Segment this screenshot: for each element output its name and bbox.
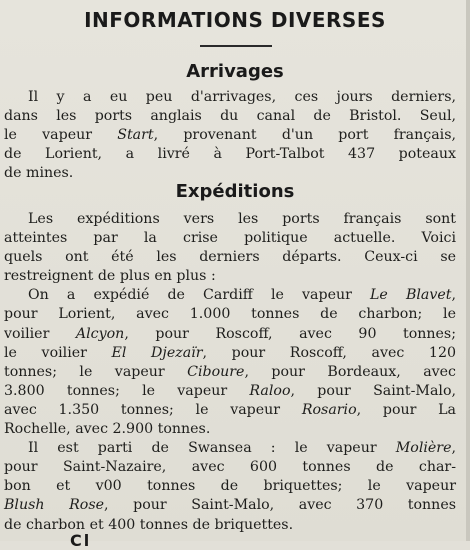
cut-off-next-heading <box>0 531 470 550</box>
text-line: quels ont été les derniers départs. Ceux-ci se <box>4 249 456 266</box>
headline: INFORMATIONS DIVERSES <box>84 8 386 32</box>
ship-name: Molière <box>395 440 452 457</box>
text-line: tonnes; le vapeur Ciboure, pour Bordeaux, avec <box>4 363 457 380</box>
ship-name: El Djezaïr <box>111 344 203 361</box>
text-line: Rochelle, avec 2.900 tonnes. <box>4 421 211 438</box>
text-line: Il est parti de Swansea : le vapeur Molière, <box>28 440 456 457</box>
text-line: le voilier El Djezaïr, pour Roscoff, avec 120 <box>4 344 457 361</box>
text-line: Les expéditions vers les ports français sont <box>28 211 456 227</box>
text-line: de charbon et 400 tonnes de briquettes. <box>4 516 294 533</box>
text-line: On a expédié de Cardiff le vapeur Le Blavet, <box>28 287 456 304</box>
ship-name: Alcyon <box>75 325 125 342</box>
text-line: avec 1.350 tonnes; le vapeur Rosario, pour La <box>4 401 457 418</box>
text-line: pour Saint-Nazaire, avec 600 tonnes de char- <box>4 459 456 476</box>
ship-name: Blush Rose <box>4 497 105 514</box>
section-body-expeditions <box>4 210 456 535</box>
text-line: Il y a eu peu d'arrivages, ces jours derniers, <box>28 89 456 105</box>
text-line: 3.800 tonnes; le vapeur Raloo, pour Saint-Malo, <box>4 382 456 399</box>
section-body-arrivages <box>4 88 456 183</box>
text-line: restreignent de plus en plus : <box>4 268 216 285</box>
ship-name: Ciboure <box>187 363 245 380</box>
ship-name: Le Blavet <box>370 287 452 304</box>
text-line: voilier Alcyon, pour Roscoff, avec 90 tonnes; <box>4 325 456 342</box>
ship-name: Raloo <box>249 382 291 399</box>
text-line: dans les ports anglais du canal de Bristol. Seul, <box>4 108 456 125</box>
text-line: atteintes par la crise politique actuelle. Voici <box>4 230 456 247</box>
ship-name: Start <box>117 127 154 144</box>
section-title-expeditions: Expéditions <box>175 181 295 202</box>
section-title-arrivages: Arrivages <box>186 61 284 82</box>
page-edge <box>466 0 470 541</box>
text-line: de mines. <box>4 165 74 182</box>
headline-rule <box>200 45 272 47</box>
text-line: Blush Rose, pour Saint-Malo, avec 370 tonnes <box>4 497 456 514</box>
text-line: pour Lorient, avec 1.000 tonnes de charbon; le <box>4 306 456 323</box>
text-line: le vapeur Start, provenant d'un port français, <box>4 127 456 144</box>
cut-off-text: Cl <box>70 531 92 550</box>
text-line: bon et v00 tonnes de briquettes; le vapeur <box>4 478 456 495</box>
ship-name: Rosario <box>301 401 357 418</box>
text-line: de Lorient, a livré à Port-Talbot 437 poteaux <box>4 146 456 163</box>
